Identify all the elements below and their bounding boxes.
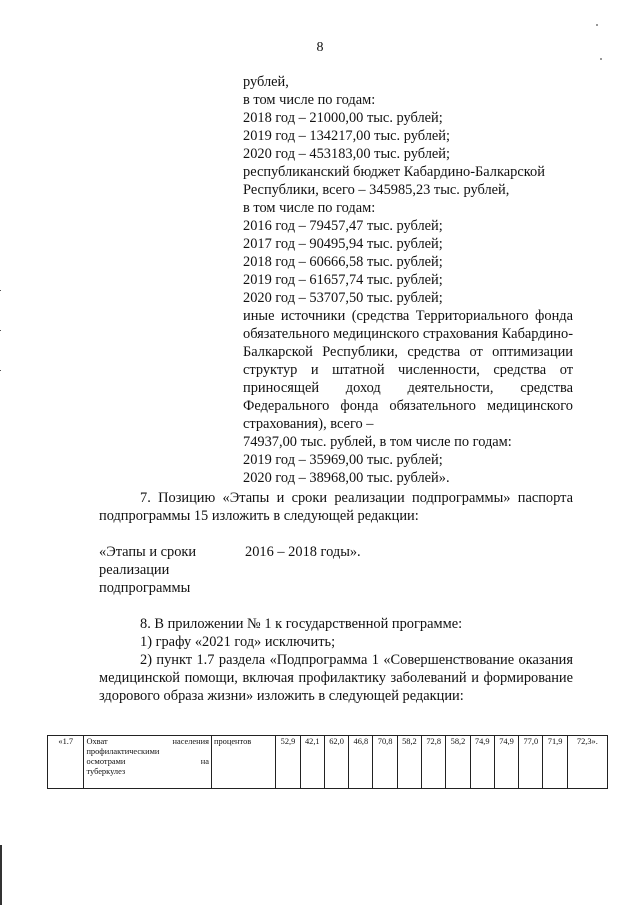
table-row — [48, 736, 608, 789]
funding-line: 74937,00 тыс. рублей, в том числе по годам: — [243, 434, 512, 450]
indicator-name-line: туберкулез — [86, 767, 126, 776]
funding-line: 2019 год – 61657,74 тыс. рублей; — [243, 272, 443, 288]
funding-block — [243, 73, 573, 487]
value-cell: 42,1 — [300, 736, 324, 789]
stages-label: «Этапы и сроки реализации подпрограммы — [99, 544, 197, 596]
value-cell: 77,0 — [519, 736, 543, 789]
funding-line: 2018 год – 60666,58 тыс. рублей; — [243, 254, 443, 270]
funding-line: 2020 год – 453183,00 тыс. рублей; — [243, 146, 450, 162]
funding-line: 2018 год – 21000,00 тыс. рублей; — [243, 110, 443, 126]
other-sources-text: иные источники (средства Территориального фонда обязательного медицинского страхования Кабардино-Балкарской Республики, средства от оптимизации структур и штатной численности, средства от приносящей доход деятельности, средства Федерального фонда обязательного медицинского страхования), всего – — [243, 308, 573, 432]
value-cell: 72,8 — [422, 736, 446, 789]
funding-line: 2019 год – 134217,00 тыс. рублей; — [243, 128, 450, 144]
funding-line: 2020 год – 53707,50 тыс. рублей; — [243, 290, 443, 306]
funding-line: в том числе по годам: — [243, 92, 376, 108]
indicator-table — [47, 735, 608, 789]
value-cell: 72,3». — [567, 736, 607, 789]
funding-line: 2020 год – 38968,00 тыс. рублей». — [243, 470, 450, 486]
scan-dot — [596, 24, 598, 26]
funding-line: рублей, — [243, 74, 289, 90]
value-cell: 58,2 — [446, 736, 470, 789]
value-cell: 74,9 — [494, 736, 518, 789]
scan-edge-mark — [0, 370, 1, 371]
value-cell: 71,9 — [543, 736, 567, 789]
funding-line: 2017 год – 90495,94 тыс. рублей; — [243, 236, 443, 252]
value-cell: 46,8 — [349, 736, 373, 789]
value-cell: 70,8 — [373, 736, 397, 789]
value-cell: 62,0 — [324, 736, 348, 789]
funding-line: в том числе по годам: — [243, 200, 376, 216]
value-cell: 74,9 — [470, 736, 494, 789]
value-cell: 52,9 — [276, 736, 300, 789]
funding-line: 2019 год – 35969,00 тыс. рублей; — [243, 452, 443, 468]
indicator-name-line: профилактическими — [86, 747, 160, 756]
scan-dot — [600, 58, 602, 60]
indicator-name-line: Охват населения — [86, 737, 209, 746]
funding-line: 2016 год – 79457,47 тыс. рублей; — [243, 218, 443, 234]
stages-value: 2016 – 2018 годы». — [245, 544, 361, 560]
funding-line: Республики, всего – 345985,23 тыс. рублей, — [243, 182, 510, 198]
scan-edge-mark — [0, 845, 2, 905]
row-number-cell: «1.7 — [48, 736, 84, 789]
scan-edge-mark — [0, 330, 1, 331]
indicator-name-line: осмотрами на — [86, 757, 209, 766]
scan-edge-mark — [0, 290, 1, 291]
unit-cell: процентов — [211, 736, 275, 789]
indicator-name-cell — [84, 736, 212, 789]
value-cell: 58,2 — [397, 736, 421, 789]
item-8-sub1: 1) графу «2021 год» исключить; — [140, 634, 336, 650]
page-number: 8 — [316, 40, 324, 55]
funding-line: республиканский бюджет Кабардино-Балкарской — [243, 164, 545, 180]
item-8-sub2: 2) пункт 1.7 раздела «Подпрограмма 1 «Совершенствование оказания медицинской помощи, включая профилактику заболеваний и формирование здорового образа жизни» изложить в следующей редакции: — [99, 652, 573, 704]
item-8-heading: 8. В приложении № 1 к государственной программе: — [140, 616, 463, 632]
item-7-paragraph: 7. Позицию «Этапы и сроки реализации подпрограммы» паспорта подпрограммы 15 изложить в следующей редакции: — [99, 490, 573, 524]
